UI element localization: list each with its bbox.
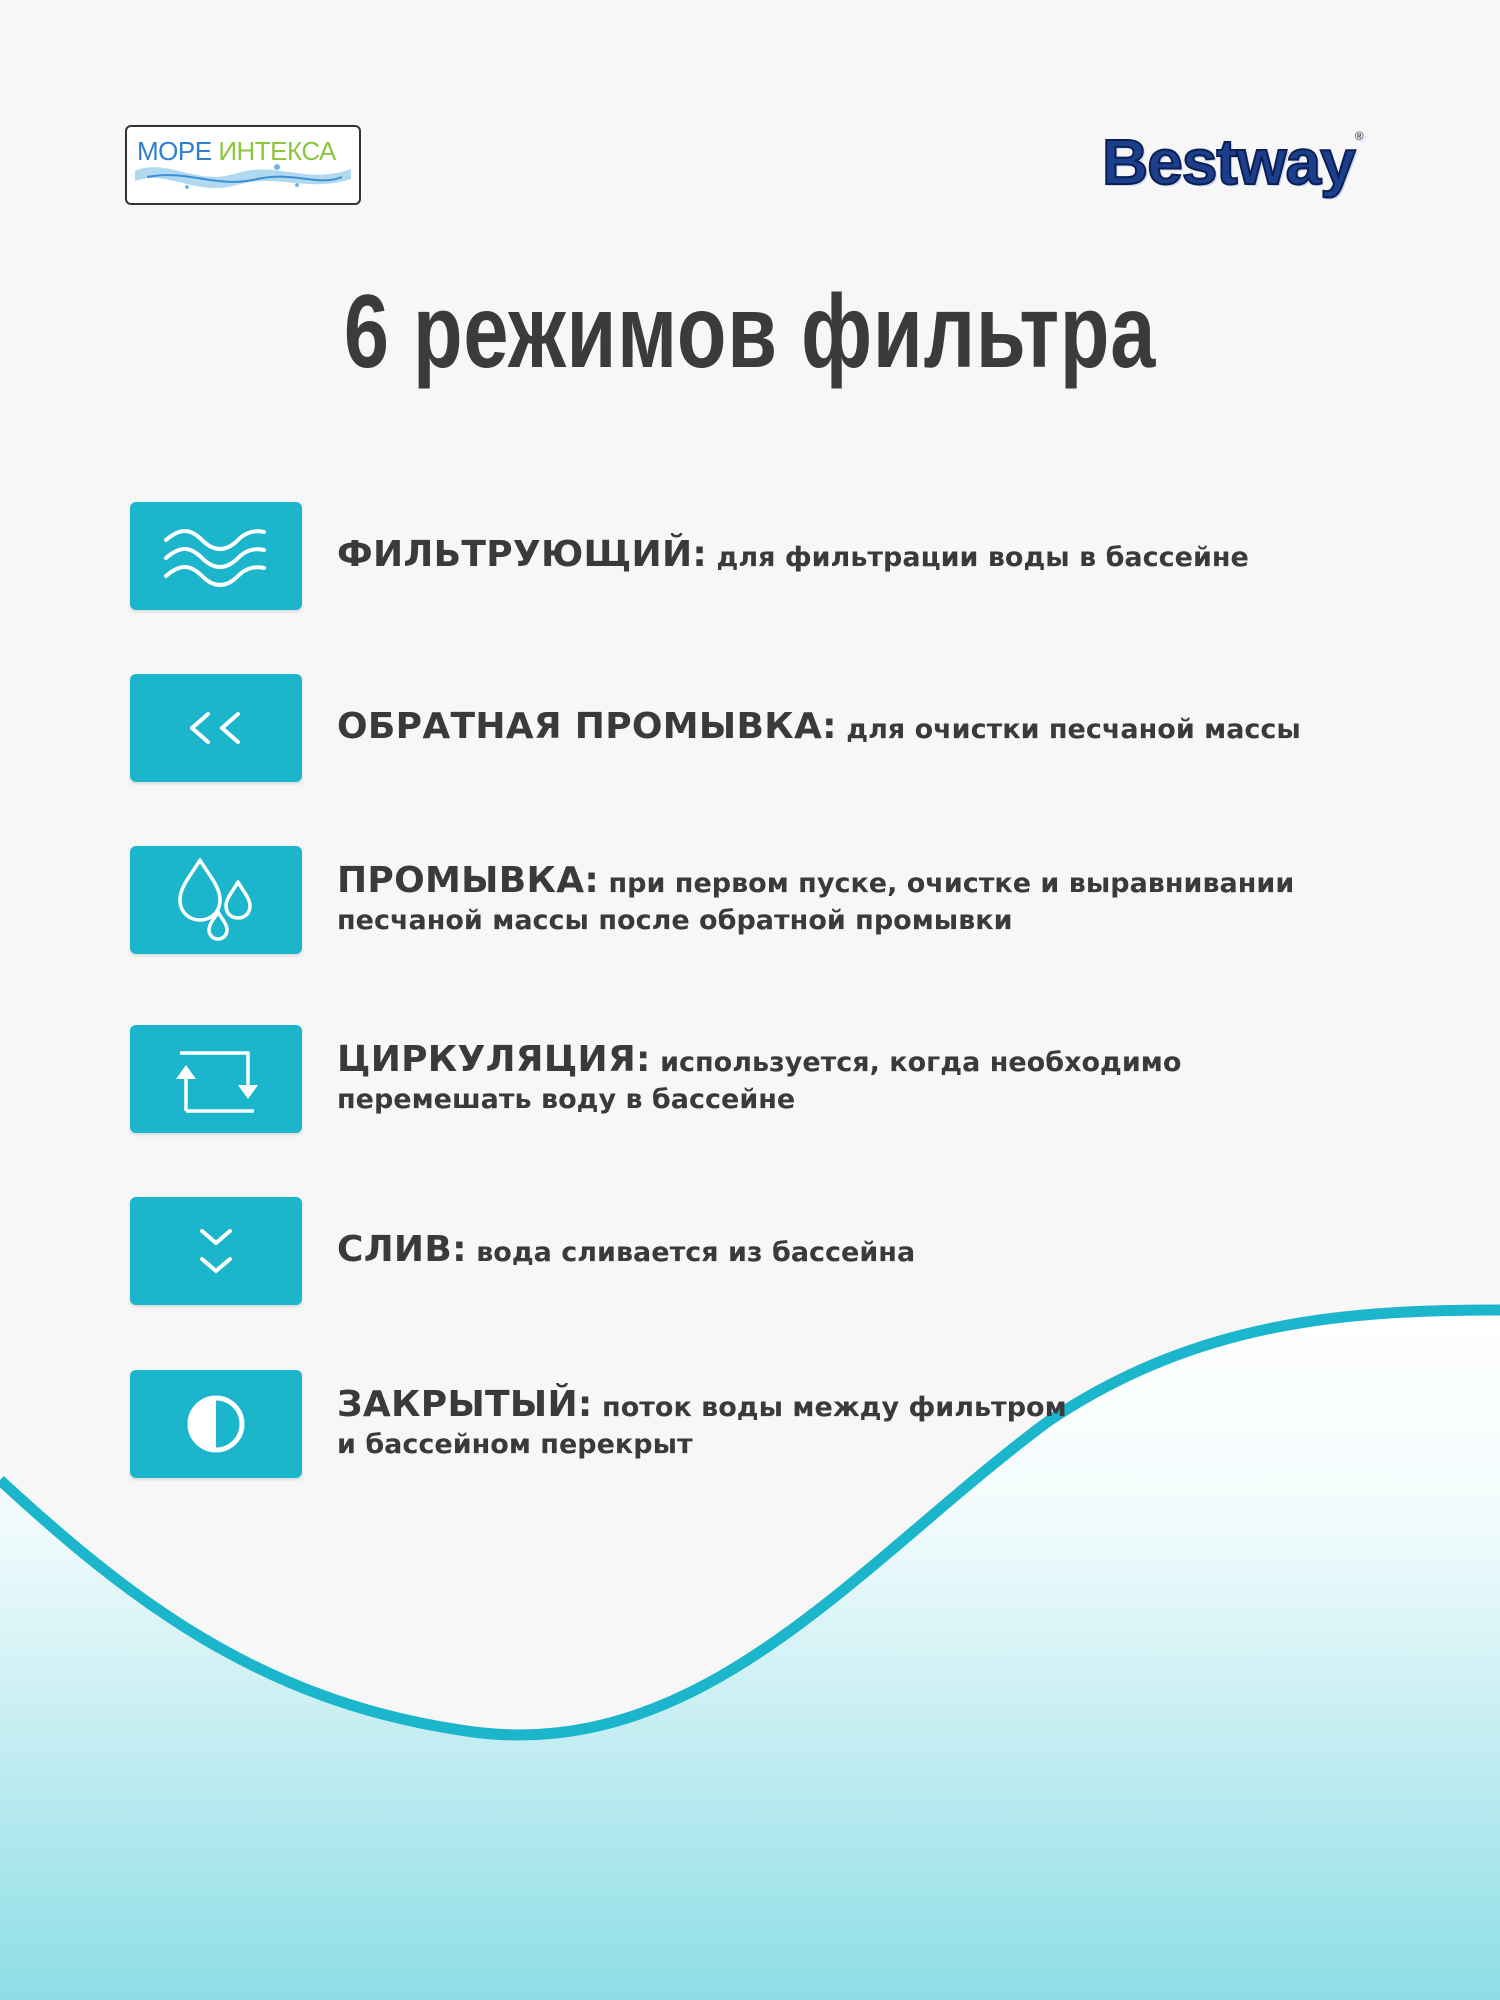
mode-description: вода сливается из бассейна <box>476 1237 916 1268</box>
mode-description-line2: перемешать воду в бассейне <box>337 1084 796 1115</box>
registered-mark: ® <box>1354 129 1363 143</box>
page-title: 6 режимов фильтра <box>343 274 1157 390</box>
mode-name: ПРОМЫВКА: <box>337 860 600 901</box>
mode-description-line2: и бассейном перекрыт <box>337 1429 693 1460</box>
mode-name: ЗАКРЫТЫЙ: <box>337 1384 593 1425</box>
mode-text <box>337 1386 1067 1463</box>
waves-icon <box>130 502 302 610</box>
water-drops-icon <box>130 846 302 954</box>
logo-left-text <box>137 136 336 167</box>
logo-word-intexa: ИНТЕКСА <box>218 136 336 166</box>
mode-icon-box <box>130 1025 302 1133</box>
mode-text <box>337 536 1249 576</box>
mode-name: ОБРАТНАЯ ПРОМЫВКА: <box>337 706 837 747</box>
mode-icon-box <box>130 1370 302 1478</box>
mode-icon-box <box>130 1197 302 1305</box>
mode-description: при первом пуске, очистке и выравнивании <box>608 868 1295 899</box>
bestway-logo-text: Bestway <box>1102 126 1355 198</box>
mode-name: ФИЛЬТРУЮЩИЙ: <box>337 534 708 575</box>
mode-description-line2: песчаной массы после обратной промывки <box>337 905 1013 936</box>
mode-text <box>337 1231 915 1271</box>
mode-item-filter <box>130 502 1430 612</box>
more-intexa-logo <box>125 125 361 205</box>
mode-icon-box <box>130 846 302 954</box>
mode-icon-box <box>130 674 302 782</box>
mode-description: для очистки песчаной массы <box>846 714 1301 745</box>
double-chevron-down-icon <box>130 1197 302 1305</box>
half-circle-icon <box>130 1370 302 1478</box>
bestway-logo <box>1102 126 1363 198</box>
mode-description: используется, когда необходимо <box>660 1047 1182 1078</box>
mode-item-closed <box>130 1370 1430 1480</box>
circulation-arrows-icon <box>130 1025 302 1133</box>
double-chevron-left-icon <box>130 674 302 782</box>
mode-item-backwash <box>130 674 1430 784</box>
mode-item-circulation <box>130 1025 1430 1135</box>
mode-item-drain <box>130 1197 1430 1307</box>
mode-description: поток воды между фильтром <box>602 1392 1067 1423</box>
mode-description: для фильтрации воды в бассейне <box>716 542 1249 573</box>
mode-item-rinse <box>130 846 1430 956</box>
mode-text <box>337 1041 1181 1118</box>
mode-text <box>337 862 1294 939</box>
mode-name: ЦИРКУЛЯЦИЯ: <box>337 1039 651 1080</box>
mode-icon-box <box>130 502 302 610</box>
mode-name: СЛИВ: <box>337 1229 467 1270</box>
logo-word-more: МОРЕ <box>137 136 212 166</box>
mode-text <box>337 708 1301 748</box>
